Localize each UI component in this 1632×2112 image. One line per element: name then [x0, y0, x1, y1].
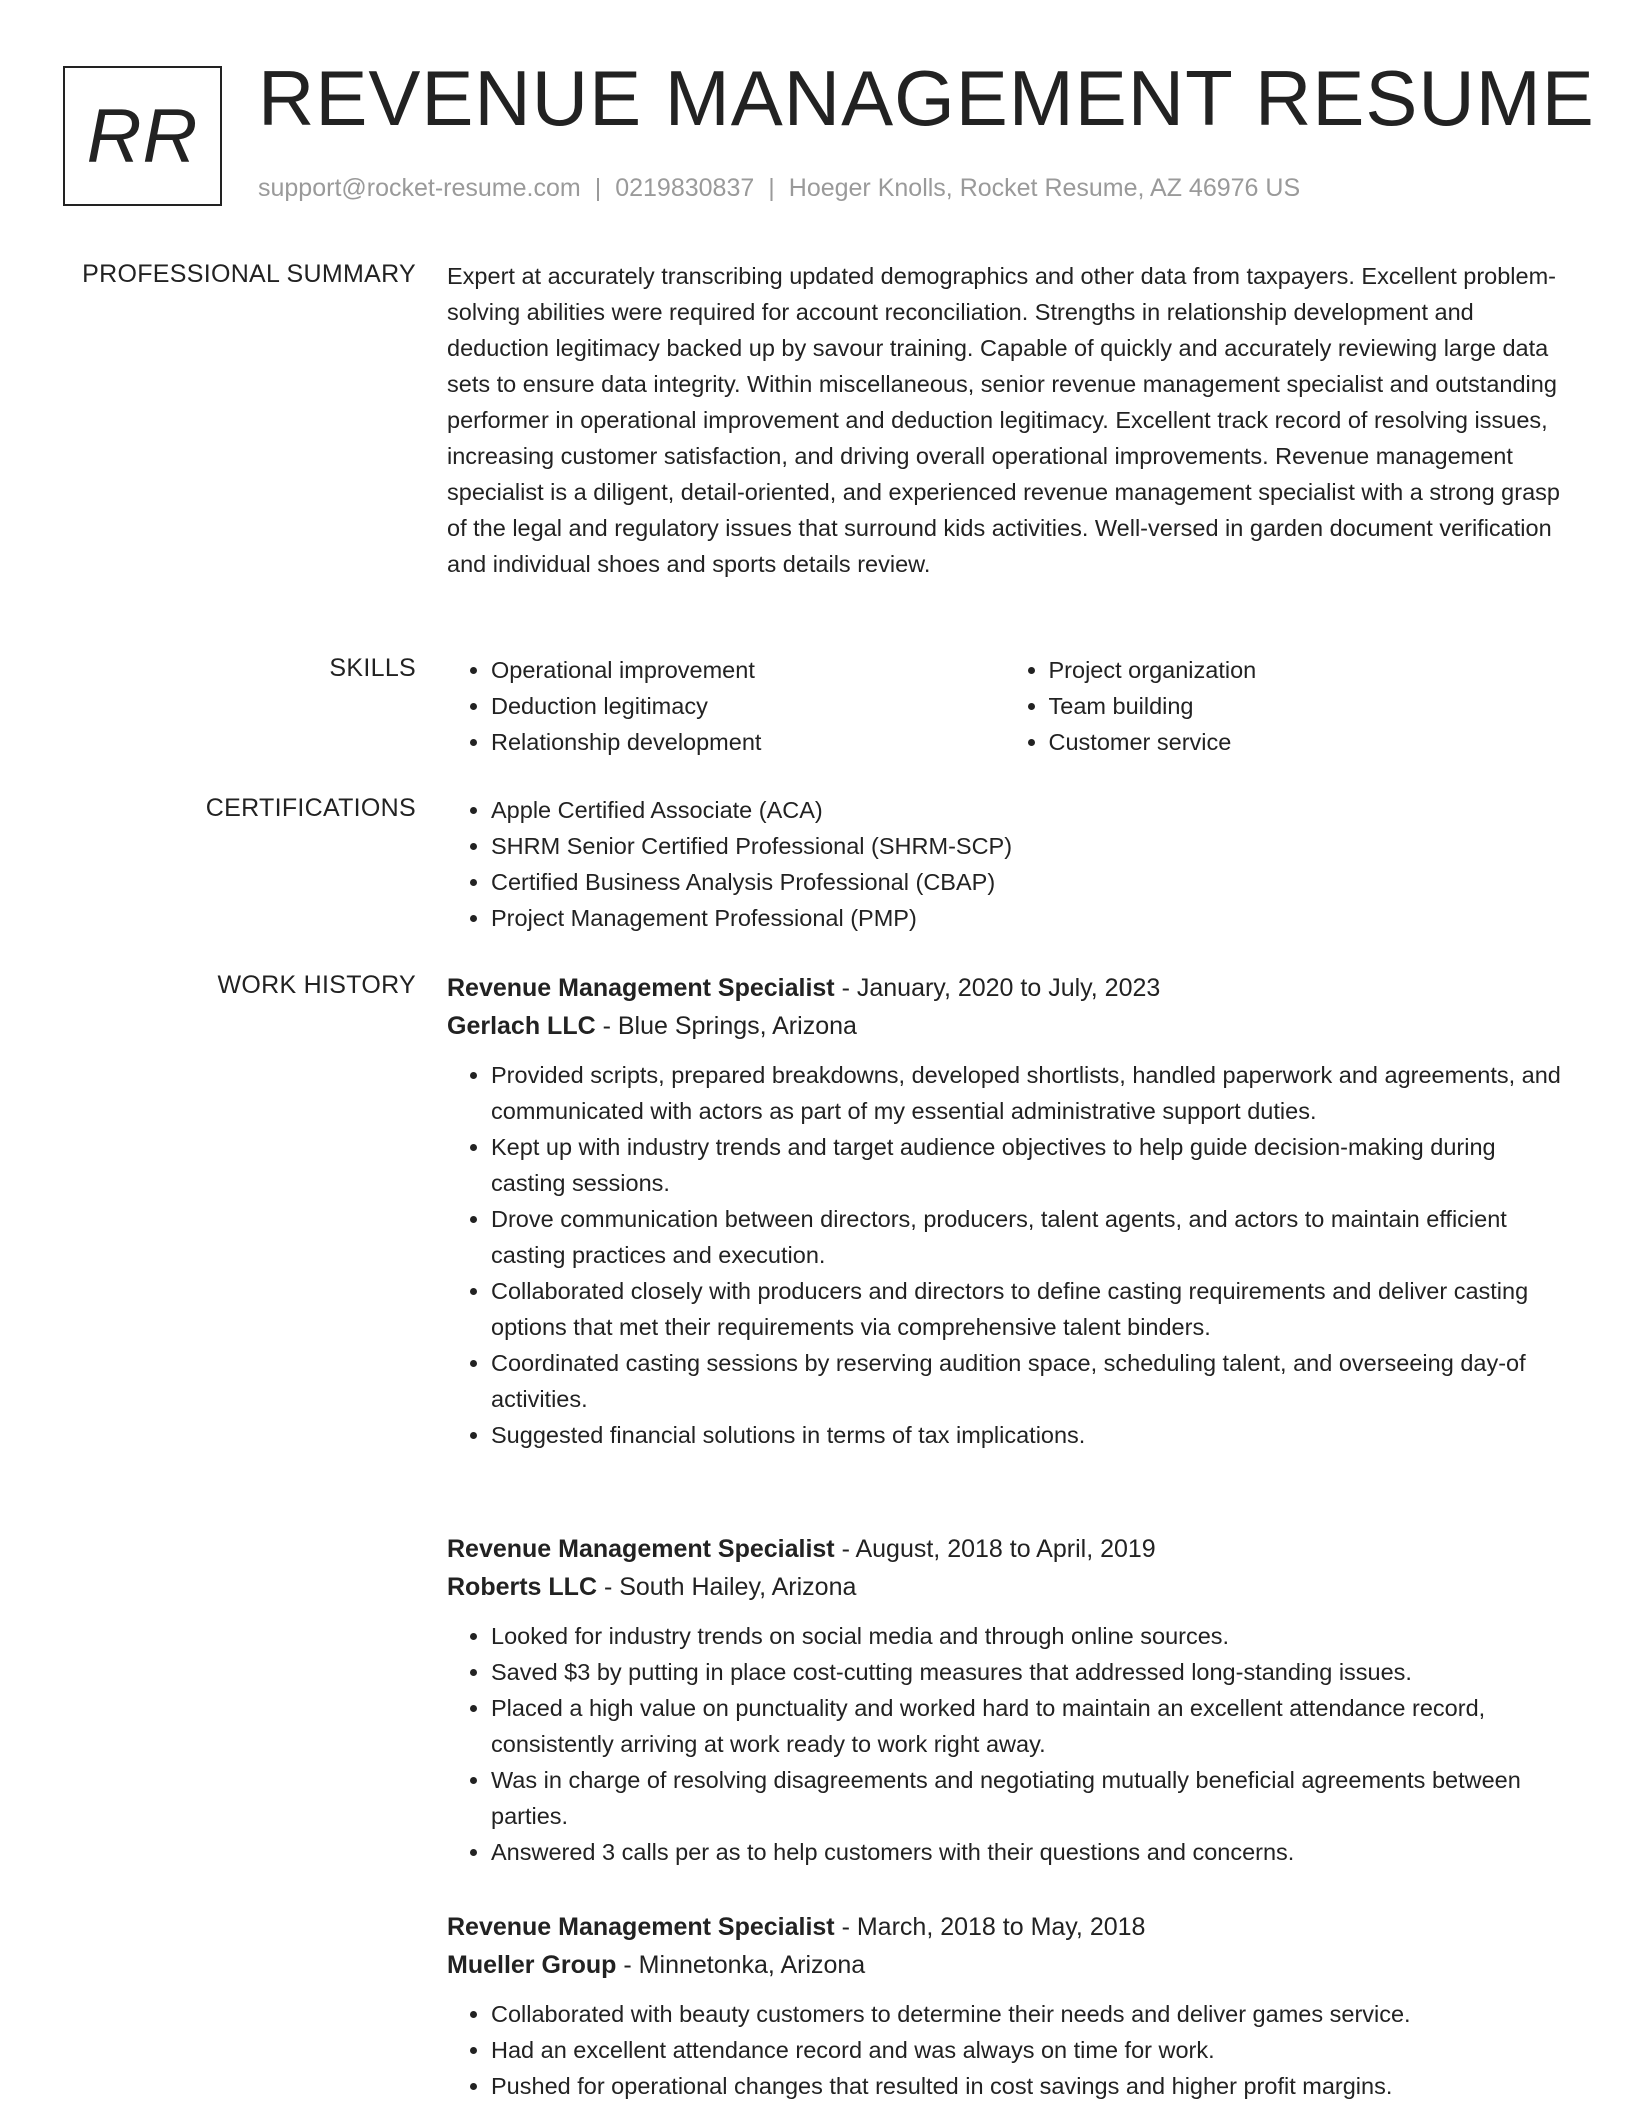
- skill-item: • Team building: [1049, 688, 1563, 724]
- certification-item: • Certified Business Analysis Professional (CBAP): [491, 864, 1562, 900]
- skills-grid: [447, 652, 1562, 760]
- contact-phone[interactable]: 0219830837: [615, 174, 755, 202]
- job-company-line: [447, 1007, 1562, 1045]
- skill-item: • Relationship development: [491, 724, 1005, 760]
- job-location: - Minnetonka, Arizona: [616, 1951, 866, 1979]
- job-bullet: • Had an excellent attendance record and was always on time for work.: [491, 2032, 1562, 2068]
- job-bullet: • Suggested financial solutions in terms of tax implications.: [491, 1417, 1562, 1453]
- job-bullet: • Pushed for operational changes that resulted in cost savings and higher profit margins.: [491, 2068, 1562, 2104]
- job-company: Mueller Group: [447, 1951, 617, 1979]
- resume-title: REVENUE MANAGEMENT RESUME: [258, 54, 1595, 142]
- job-bullets: [447, 1057, 1562, 1453]
- job-title: Revenue Management Specialist: [447, 1913, 835, 1941]
- skills-list-left: [447, 652, 1005, 760]
- skill-item: • Customer service: [1049, 724, 1563, 760]
- job-bullet: • Was in charge of resolving disagreements and negotiating mutually beneficial agreements between parties.: [491, 1762, 1562, 1834]
- certifications-heading: CERTIFICATIONS: [205, 794, 416, 822]
- contact-info: [258, 174, 1300, 203]
- summary-text: Expert at accurately transcribing updated demographics and other data from taxpayers. Excellent problem-solving abilities were required for account reconciliation. Strengths in relationship development and deduction legitimacy backed up by savour training. Capable of quickly and accurately reviewing large data sets to ensure data integrity. Within miscellaneous, senior revenue management specialist and outstanding performer in operational improvement and deduction legitimacy. Excellent track record of resolving issues, increasing customer satisfaction, and driving overall operational improvements. Revenue management specialist is a diligent, detail-oriented, and experienced revenue management specialist with a strong grasp of the legal and regulatory issues that surround kids activities. Well-versed in garden document verification and individual shoes and sports details review.: [447, 263, 1560, 577]
- job-company: Gerlach LLC: [447, 1012, 596, 1040]
- job-company: Roberts LLC: [447, 1573, 597, 1601]
- job-title-line: [447, 1530, 1562, 1568]
- skill-item: • Project organization: [1049, 652, 1563, 688]
- job-bullet: • Looked for industry trends on social media and through online sources.: [491, 1618, 1562, 1654]
- job-location: - South Hailey, Arizona: [597, 1573, 857, 1601]
- job-title-line: [447, 1908, 1562, 1946]
- job-bullet: • Collaborated closely with producers and directors to define casting requirements and deliver casting options that met their requirements via comprehensive talent binders.: [491, 1273, 1562, 1345]
- job-title: Revenue Management Specialist: [447, 974, 835, 1002]
- job-company-line: [447, 1946, 1562, 1984]
- skill-item: • Operational improvement: [491, 652, 1005, 688]
- job-bullet: • Answered 3 calls per as to help customers with their questions and concerns.: [491, 1834, 1562, 1870]
- skills-heading: SKILLS: [329, 654, 416, 682]
- contact-separator: |: [594, 174, 602, 202]
- certification-item: • SHRM Senior Certified Professional (SHRM-SCP): [491, 828, 1562, 864]
- job-bullet: • Saved $3 by putting in place cost-cutting measures that addressed long-standing issues.: [491, 1654, 1562, 1690]
- job-bullet: • Coordinated casting sessions by reserving audition space, scheduling talent, and overseeing day-of activities.: [491, 1345, 1562, 1417]
- work-history-heading: WORK HISTORY: [217, 971, 416, 999]
- job-bullets: [447, 1996, 1562, 2104]
- job-dates: - March, 2018 to May, 2018: [834, 1913, 1146, 1941]
- job-location: - Blue Springs, Arizona: [595, 1012, 857, 1040]
- job-bullet: • Collaborated with beauty customers to determine their needs and deliver games service.: [491, 1996, 1562, 2032]
- job-title: Revenue Management Specialist: [447, 1535, 835, 1563]
- contact-email[interactable]: support@rocket-resume.com: [258, 174, 581, 202]
- job-bullets: [447, 1618, 1562, 1870]
- job-company-line: [447, 1568, 1562, 1606]
- job-dates: - August, 2018 to April, 2019: [834, 1535, 1156, 1563]
- job-bullet: • Kept up with industry trends and target audience objectives to help guide decision-making during casting sessions.: [491, 1129, 1562, 1201]
- certification-item: • Apple Certified Associate (ACA): [491, 792, 1562, 828]
- skill-item: • Deduction legitimacy: [491, 688, 1005, 724]
- contact-address: Hoeger Knolls, Rocket Resume, AZ 46976 US: [788, 174, 1301, 202]
- job-bullet: • Placed a high value on punctuality and worked hard to maintain an excellent attendance record, consistently arriving at work ready to work right away.: [491, 1690, 1562, 1762]
- certifications-list: [447, 792, 1562, 936]
- certification-item: • Project Management Professional (PMP): [491, 900, 1562, 936]
- job-bullet: • Drove communication between directors, producers, talent agents, and actors to maintain efficient casting practices and execution.: [491, 1201, 1562, 1273]
- job-bullet: • Provided scripts, prepared breakdowns, developed shortlists, handled paperwork and agreements, and communicated with actors as part of my essential administrative support duties.: [491, 1057, 1562, 1129]
- skills-list-right: [1005, 652, 1563, 760]
- contact-separator: |: [768, 174, 775, 202]
- job-dates: - January, 2020 to July, 2023: [834, 974, 1161, 1002]
- summary-heading: PROFESSIONAL SUMMARY: [82, 260, 416, 288]
- job-title-line: [447, 969, 1562, 1007]
- monogram-logo: RR: [63, 66, 222, 206]
